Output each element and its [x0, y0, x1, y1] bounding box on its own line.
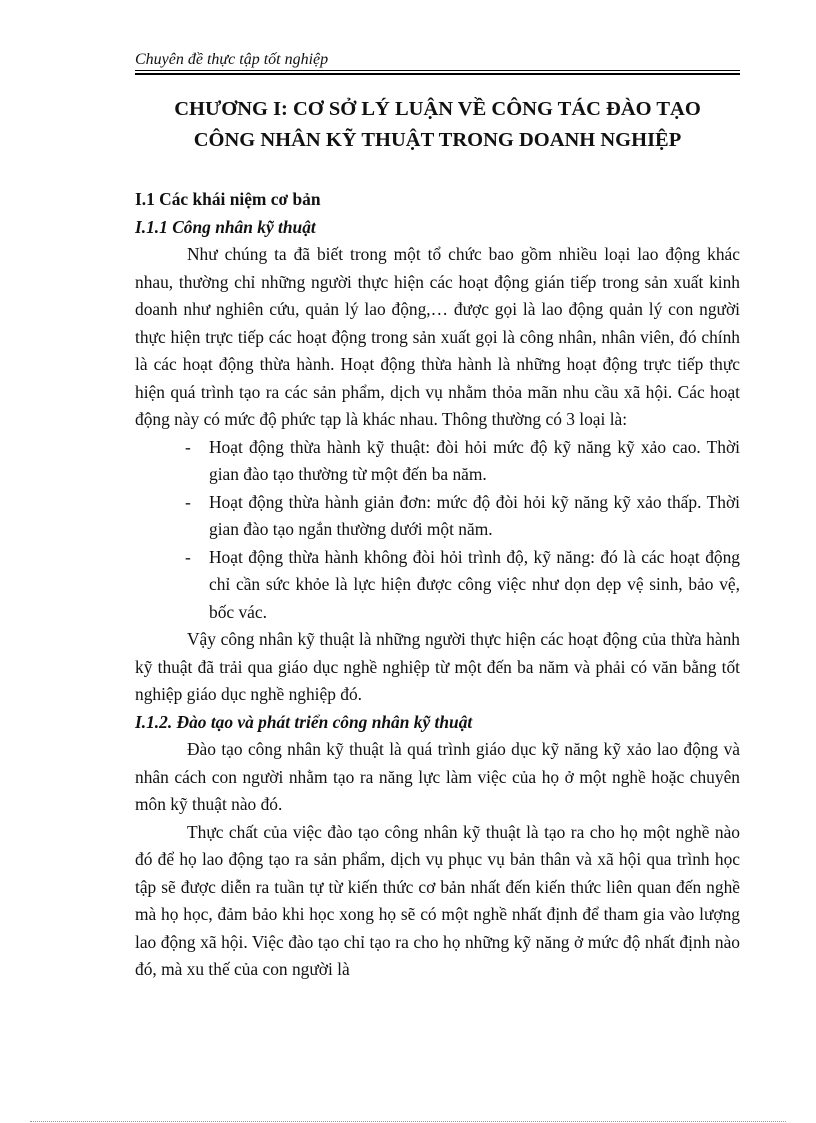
header-rule	[135, 70, 740, 71]
bullet-list	[135, 434, 740, 627]
chapter-title-line-2: CÔNG NHÂN KỸ THUẬT TRONG DOANH NGHIỆP	[193, 129, 682, 151]
chapter-title	[135, 94, 740, 156]
header-rule-thick	[135, 73, 740, 75]
paragraph: Đào tạo công nhân kỹ thuật là quá trình giáo dục kỹ năng kỹ xảo lao động và nhân cách con người nhằm tạo ra năng lực làm việc của họ ở một nghề hoặc chuyên môn kỹ thuật nào đó.	[135, 739, 740, 814]
header-title: Chuyên đề thực tập tốt nghiệp	[135, 51, 329, 68]
section-heading: I.1 Các khái niệm cơ bản	[135, 189, 321, 209]
list-item-text: Hoạt động thừa hành kỹ thuật: đòi hỏi mức độ kỹ năng kỹ xảo cao. Thời gian đào tạo thường từ một đến ba năm.	[209, 436, 740, 484]
bullet-dash: -	[185, 546, 191, 567]
subsection-heading: I.1.2. Đào tạo và phát triển công nhân kỹ thuật	[135, 711, 473, 732]
paragraph: Như chúng ta đã biết trong một tổ chức bao gồm nhiều loại lao động khác nhau, thường chỉ những người thực hiện các hoạt động gián tiếp trong sản xuất kinh doanh như nghiên cứu, quản lý lao động,… được gọi là lao động quản lý con người thực hiện trực tiếp các hoạt động trong sản xuất gọi là công nhân, nhân viên, đó chính là các hoạt động thừa hành. Hoạt động thừa hành là những hoạt động trực tiếp thực hiện quá trình tạo ra các sản phẩm, dịch vụ nhằm thỏa mãn nhu cầu xã hội. Các hoạt động này có mức độ phức tạp là khác nhau. Thông thường có 3 loại là:	[135, 244, 740, 429]
bullet-dash: -	[185, 491, 191, 512]
list-item	[185, 489, 740, 544]
list-item-text: Hoạt động thừa hành giản đơn: mức độ đòi hỏi kỹ năng kỹ xảo thấp. Thời gian đào tạo ngắn thường dưới một năm.	[209, 491, 740, 539]
document-body	[135, 186, 740, 984]
list-item	[185, 544, 740, 627]
paragraph: Vậy công nhân kỹ thuật là những người thực hiện các hoạt động của thừa hành kỹ thuật đã trải qua giáo dục nghề nghiệp từ một đến ba năm và phải có văn bằng tốt nghiệp giáo dục nghề nghiệp đó.	[135, 629, 740, 704]
page-header	[135, 50, 740, 75]
list-item	[185, 434, 740, 489]
paragraph: Thực chất của việc đào tạo công nhân kỹ thuật là tạo ra cho họ một nghề nào đó để họ lao động tạo ra sản phẩm, dịch vụ phục vụ bản thân và xã hội qua trình học tập sẽ được diễn ra tuần tự từ kiến thức cơ bản nhất đến kiến thức liên quan đến nghề mà họ học, đảm bảo khi học xong họ sẽ có một nghề nhất định để tham gia vào lượng lao động xã hội. Việc đào tạo chỉ tạo ra cho họ những kỹ năng ở mức độ nhất định nào đó, mà xu thế của con người là	[135, 821, 740, 979]
list-item-text: Hoạt động thừa hành không đòi hỏi trình độ, kỹ năng: đó là các hoạt động chỉ cần sức khỏe là lực hiện được công việc như dọn dẹp vệ sinh, bảo vệ, bốc vác.	[209, 546, 740, 622]
chapter-title-line-1: CHƯƠNG I: CƠ SỞ LÝ LUẬN VỀ CÔNG TÁC ĐÀO TẠO	[174, 98, 701, 120]
subsection-heading: I.1.1 Công nhân kỹ thuật	[135, 216, 316, 237]
bullet-dash: -	[185, 436, 191, 457]
page-bottom-border	[30, 1121, 786, 1122]
